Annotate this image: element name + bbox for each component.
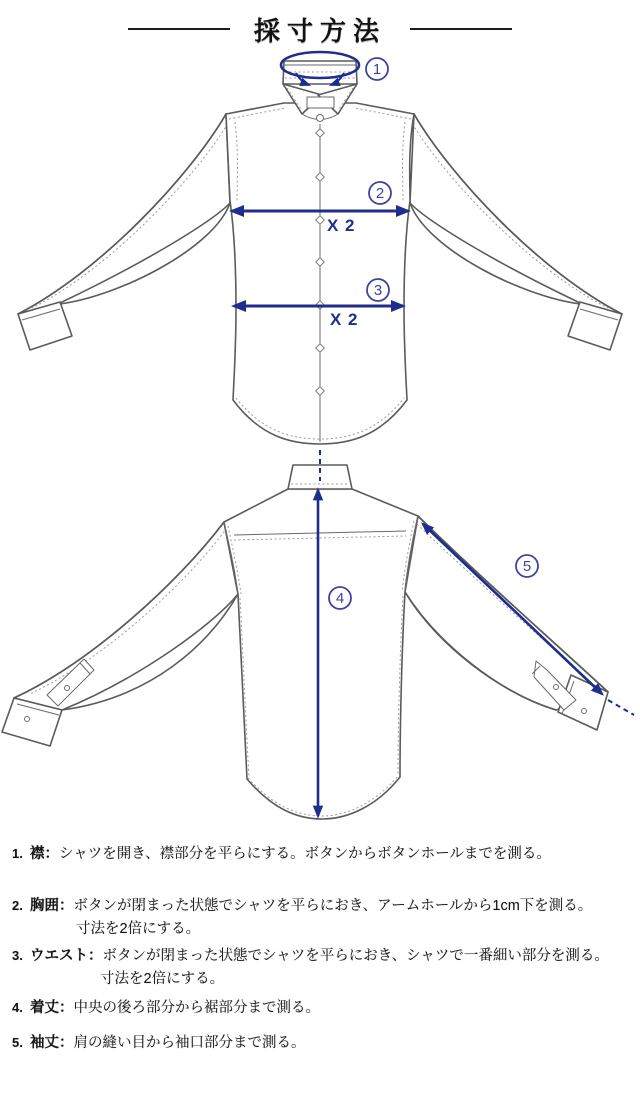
instruction-5-text: 肩の縫い目から袖口部分まで測る。	[73, 1035, 306, 1051]
shirt-back-diagram	[0, 448, 640, 848]
instruction-item-3-line2	[12, 968, 640, 990]
instruction-3-text2: 寸法を2倍にする。	[100, 971, 225, 987]
instruction-5-term: 袖丈	[30, 1035, 59, 1051]
instruction-3-text: ボタンが閉まった状態でシャツを平らにおき、シャツで一番細い部分を測る。	[102, 948, 609, 964]
instruction-3-number: 3.	[12, 948, 23, 963]
waist-x2-label: X 2	[330, 310, 359, 329]
instruction-3-term: ウエスト	[30, 948, 88, 964]
title-right-rule	[410, 28, 512, 30]
instruction-2-number: 2.	[12, 898, 23, 913]
instruction-2-text2: 寸法を2倍にする。	[76, 921, 201, 937]
instruction-5-number: 5.	[12, 1035, 23, 1050]
back-right-sleeve	[405, 516, 608, 730]
instruction-1-text: シャツを開き、襟部分を平らにする。ボタンからボタンホールまでを測る。	[59, 846, 551, 862]
instruction-item-4: 4. 着丈：中央の後ろ部分から裾部分まで測る。	[12, 997, 628, 1019]
instruction-1-term: 襟	[30, 846, 45, 862]
measure-badge-2-number: 2	[375, 185, 385, 202]
instruction-item-2-line2	[12, 918, 640, 940]
back-body	[224, 489, 418, 819]
chest-x2-label: X 2	[327, 216, 356, 235]
instruction-1-number: 1.	[12, 846, 23, 861]
measure-badge-4-number: 4	[335, 590, 345, 607]
instruction-item-5: 5. 袖丈：肩の縫い目から袖口部分まで測る。	[12, 1032, 628, 1054]
instruction-2-text: ボタンが閉まった状態でシャツを平らにおき、アームホールから1cm下を測る。	[73, 898, 593, 914]
instruction-item-3: 3. ウエスト：ボタンが閉まった状態でシャツを平らにおき、シャツで一番細い部分を測る。	[12, 945, 628, 967]
page-title-row	[0, 12, 640, 46]
instruction-item-1: 1. 襟：シャツを開き、襟部分を平らにする。ボタンからボタンホールまでを測る。	[12, 843, 628, 865]
instruction-item-2: 2. 胸囲：ボタンが閉まった状態でシャツを平らにおき、アームホールから1cm下を測る。	[12, 895, 628, 917]
instruction-4-number: 4.	[12, 1000, 23, 1015]
back-left-sleeve	[2, 522, 238, 746]
shirt-front-diagram	[0, 48, 640, 448]
front-left-sleeve	[18, 114, 230, 350]
front-body	[226, 103, 414, 444]
instruction-4-text: 中央の後ろ部分から裾部分まで測る。	[73, 1000, 320, 1016]
measure-badge-5-number: 5	[522, 558, 532, 575]
instruction-4-term: 着丈	[30, 1000, 59, 1016]
measure-badge-3-number: 3	[373, 282, 383, 299]
measure-badge-1-number: 1	[372, 61, 382, 78]
front-right-sleeve	[410, 114, 622, 350]
title-left-rule	[128, 28, 230, 30]
sleeve-length-dashed-extension	[608, 700, 634, 715]
instruction-2-term: 胸囲	[30, 898, 59, 914]
page-title: 採寸方法	[253, 15, 386, 46]
